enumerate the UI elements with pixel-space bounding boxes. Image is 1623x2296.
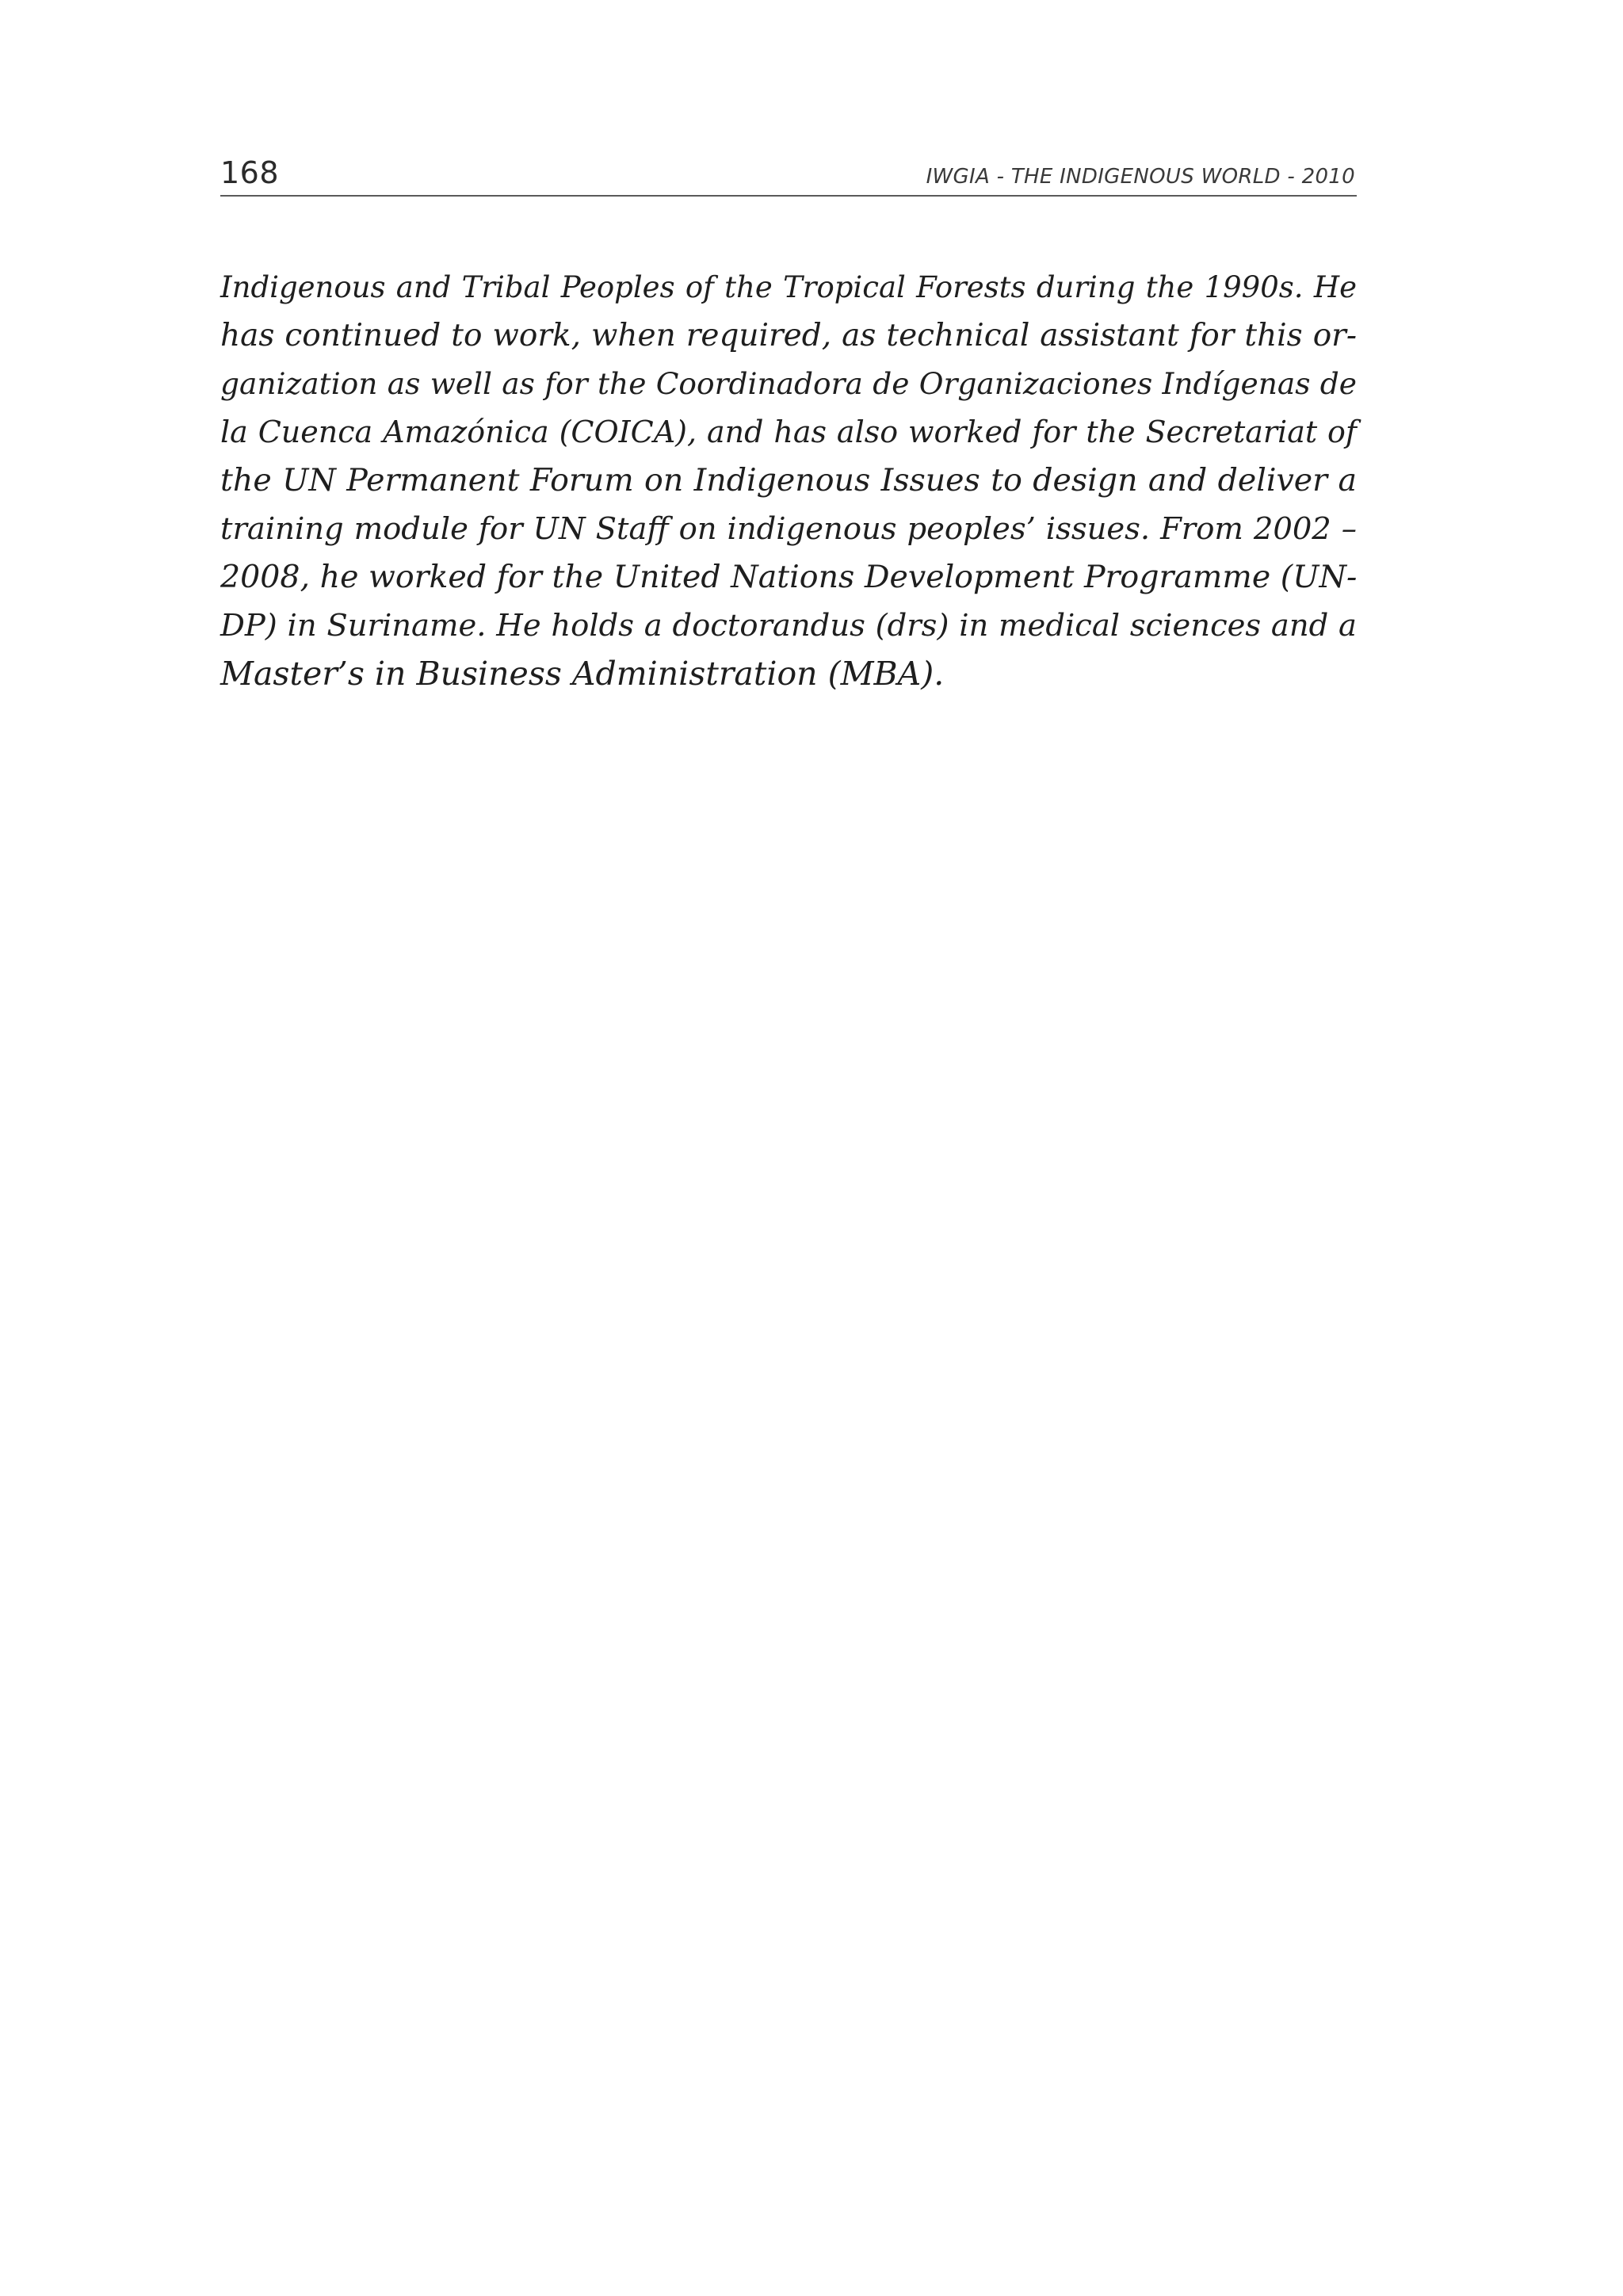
page-header xyxy=(220,151,1357,197)
text-line: Indigenous and Tribal Peoples of the Tropical Forests during the 1990s. He xyxy=(220,270,1357,304)
text-line: Master’s in Business Administration (MBA). xyxy=(220,655,945,693)
text-line: the UN Permanent Forum on Indigenous Issues to design and deliver a xyxy=(220,462,1357,499)
text-line: training module for UN Staff on indigenous peoples’ issues. From 2002 – xyxy=(220,511,1357,547)
text-line: la Cuenca Amazónica (COICA), and has also worked for the Secretariat of xyxy=(220,415,1357,449)
text-line: 2008, he worked for the United Nations Development Programme (UN- xyxy=(220,559,1358,595)
page-number: 168 xyxy=(220,155,280,190)
text-line: ganization as well as for the Coordinadora de Organizaciones Indígenas de xyxy=(220,366,1357,401)
running-head: IWGIA - THE INDIGENOUS WORLD - 2010 xyxy=(926,165,1355,189)
text-line: has continued to work, when required, as technical assistant for this or- xyxy=(220,318,1357,353)
text-line: DP) in Suriname. He holds a doctorandus (drs) in medical sciences and a xyxy=(220,608,1357,644)
body-paragraph xyxy=(220,263,1357,698)
